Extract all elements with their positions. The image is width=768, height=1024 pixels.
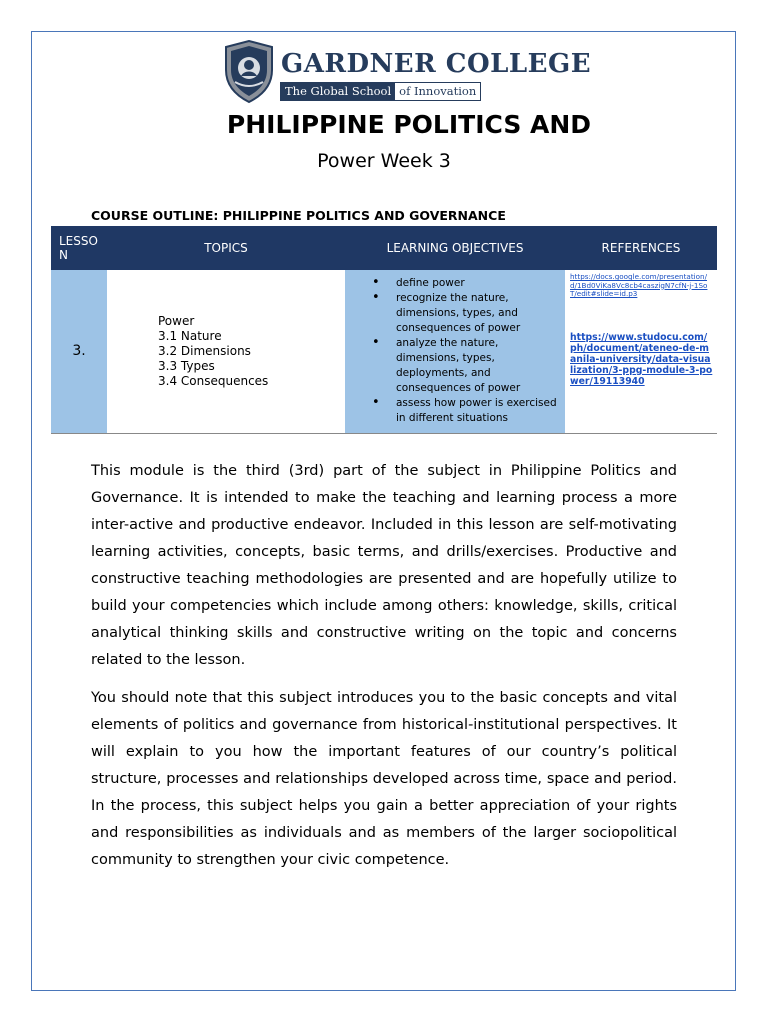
overview-paragraph: You should note that this subject introduces you to the basic concepts and vital elements of politics and governance from historical-institutional perspectives. It will explain to you how the important features of our country’s political structure, processes and relationships developed across time, space and period. In the process, this subject helps you gain a better appreciation of your rights and responsibilities as individuals and as members of the larger sociopolitical community to strengthen your civic competence. — [91, 690, 677, 868]
objectives-cell — [345, 270, 565, 433]
topic-item: 3.2 Dimensions — [158, 343, 251, 358]
table-header-row — [51, 226, 717, 270]
reference-link-studocu[interactable]: https://www.studocu.com/ph/document/ateneo-de-manila-university/data-visualization/3-ppg-module-3-power/19113940 — [570, 331, 713, 387]
topic-item: Power — [158, 313, 195, 328]
objective-item-line: dimensions, types, and — [396, 307, 518, 320]
column-header-lesson: LESSO N — [51, 226, 107, 270]
course-outline-table — [51, 226, 717, 434]
shield-emblem-icon — [220, 40, 278, 104]
column-header-references: REFERENCES — [565, 226, 717, 270]
reference-link-google-slides[interactable]: https://docs.google.com/presentation/d/1Bd0ViKa8Vc8cb4caszigN7cfN-j-1SoT/edit#slide=id.p3 — [570, 272, 708, 299]
course-outline-heading: COURSE OUTLINE: PHILIPPINE POLITICS AND GOVERNANCE — [91, 208, 506, 223]
tagline-left: The Global School — [281, 83, 395, 100]
objective-item-line: consequences of power — [396, 322, 521, 335]
column-header-objectives: LEARNING OBJECTIVES — [345, 226, 565, 270]
topic-item: 3.3 Types — [158, 358, 215, 373]
document-subtitle: Power Week 3 — [317, 150, 451, 172]
objectives-list — [345, 276, 565, 426]
objective-item-line: deployments, and — [396, 367, 491, 380]
objective-item-line: in different situations — [396, 412, 509, 425]
lesson-number: 3. — [51, 270, 107, 433]
tagline — [280, 82, 481, 101]
document-title: PHILIPPINE POLITICS AND — [226, 110, 592, 139]
topics-cell — [107, 270, 345, 433]
topic-item: 3.4 Consequences — [158, 373, 269, 388]
intro-paragraph: This module is the third (3rd) part of the subject in Philippine Politics and Governance. It is intended to make the teaching and learning process a more inter-active and productive endeavor. Included in this lesson are self-motivating learning activities, concepts, basic terms, and drills/exercises. Productive and constructive teaching methodologies are presented and are hopefully utilize to build your competencies which include among others: knowledge, skills, critical analytical thinking skills and constructive writing on the topic and concerns related to the lesson. — [91, 463, 677, 668]
column-header-topics: TOPICS — [107, 226, 345, 270]
objective-item: • define power — [396, 276, 559, 291]
objective-item-line: dimensions, types, — [396, 352, 495, 365]
objective-item: • recognize the nature, — [396, 291, 559, 306]
objective-item: • analyze the nature, — [396, 336, 559, 351]
tagline-right: of Innovation — [395, 83, 480, 100]
topic-item: 3.1 Nature — [158, 328, 222, 343]
brand-name: GARDNER COLLEGE — [281, 49, 592, 79]
objective-item: • assess how power is exercised — [396, 396, 559, 411]
references-cell — [565, 270, 717, 433]
objective-item-line: consequences of power — [396, 382, 521, 395]
table-row — [51, 270, 717, 433]
